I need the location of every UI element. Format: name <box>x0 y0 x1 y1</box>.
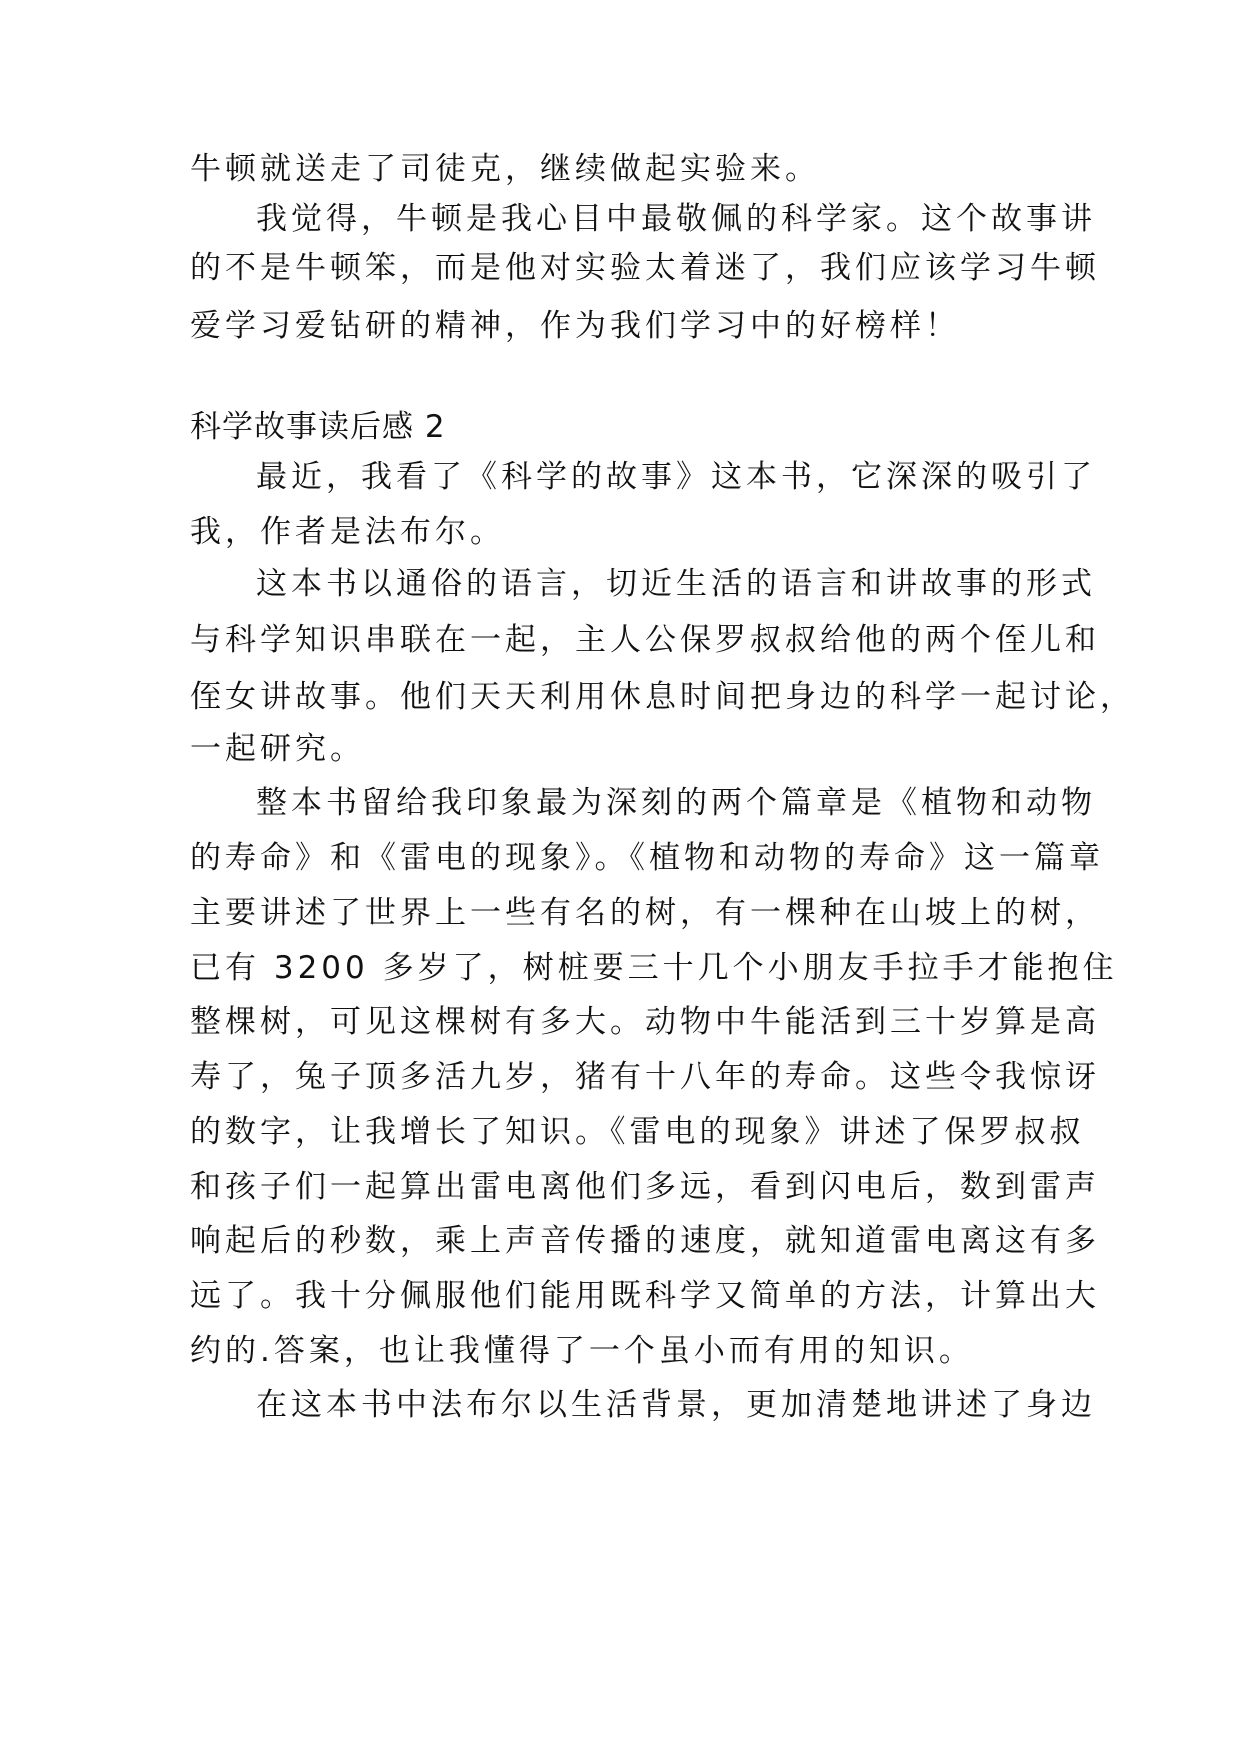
paragraph-line: 这本书以通俗的语言，切近生活的语言和讲故事的形式 <box>256 566 1096 602</box>
paragraph-line: 的寿命》和《雷电的现象》。《植物和动物的寿命》这一篇章 <box>190 840 1104 876</box>
paragraph-line: 的不是牛顿笨，而是他对实验太着迷了，我们应该学习牛顿 <box>190 250 1100 286</box>
paragraph-line: 寿了，兔子顶多活九岁，猪有十八年的寿命。这些令我惊讶 <box>190 1059 1100 1095</box>
paragraph-line: 远了。我十分佩服他们能用既科学又简单的方法，计算出大 <box>190 1278 1100 1314</box>
paragraph-line: 主要讲述了世界上一些有名的树，有一棵种在山坡上的树， <box>190 895 1100 931</box>
paragraph-line: 最近，我看了《科学的故事》这本书，它深深的吸引了 <box>256 459 1096 495</box>
paragraph-line: 整棵树，可见这棵树有多大。动物中牛能活到三十岁算是高 <box>190 1004 1100 1040</box>
paragraph-line: 在这本书中法布尔以生活背景，更加清楚地讲述了身边 <box>256 1387 1096 1423</box>
paragraph-line: 我，作者是法布尔。 <box>190 514 505 550</box>
section-title: 科学故事读后感 2 <box>190 409 446 445</box>
paragraph-line: 的数字，让我增长了知识。《雷电的现象》讲述了保罗叔叔 <box>190 1114 1085 1150</box>
paragraph-line: 整本书留给我印象最为深刻的两个篇章是《植物和动物 <box>256 785 1096 821</box>
paragraph-line: 响起后的秒数，乘上声音传播的速度，就知道雷电离这有多 <box>190 1223 1100 1259</box>
paragraph-line: 与科学知识串联在一起，主人公保罗叔叔给他的两个侄儿和 <box>190 622 1100 658</box>
paragraph-line: 和孩子们一起算出雷电离他们多远，看到闪电后，数到雷声 <box>190 1169 1100 1205</box>
paragraph-line: 已有 3200 多岁了，树桩要三十几个小朋友手拉手才能抱住 <box>190 950 1118 986</box>
paragraph-line: 侄女讲故事。他们天天利用休息时间把身边的科学一起讨论， <box>190 679 1135 715</box>
paragraph-line: 牛顿就送走了司徒克，继续做起实验来。 <box>190 151 820 187</box>
paragraph-line: 爱学习爱钻研的精神，作为我们学习中的好榜样！ <box>190 308 960 344</box>
paragraph-line: 约的.答案，也让我懂得了一个虽小而有用的知识。 <box>190 1333 974 1369</box>
paragraph-line: 我觉得，牛顿是我心目中最敬佩的科学家。这个故事讲 <box>256 201 1096 237</box>
paragraph-line: 一起研究。 <box>190 731 365 767</box>
